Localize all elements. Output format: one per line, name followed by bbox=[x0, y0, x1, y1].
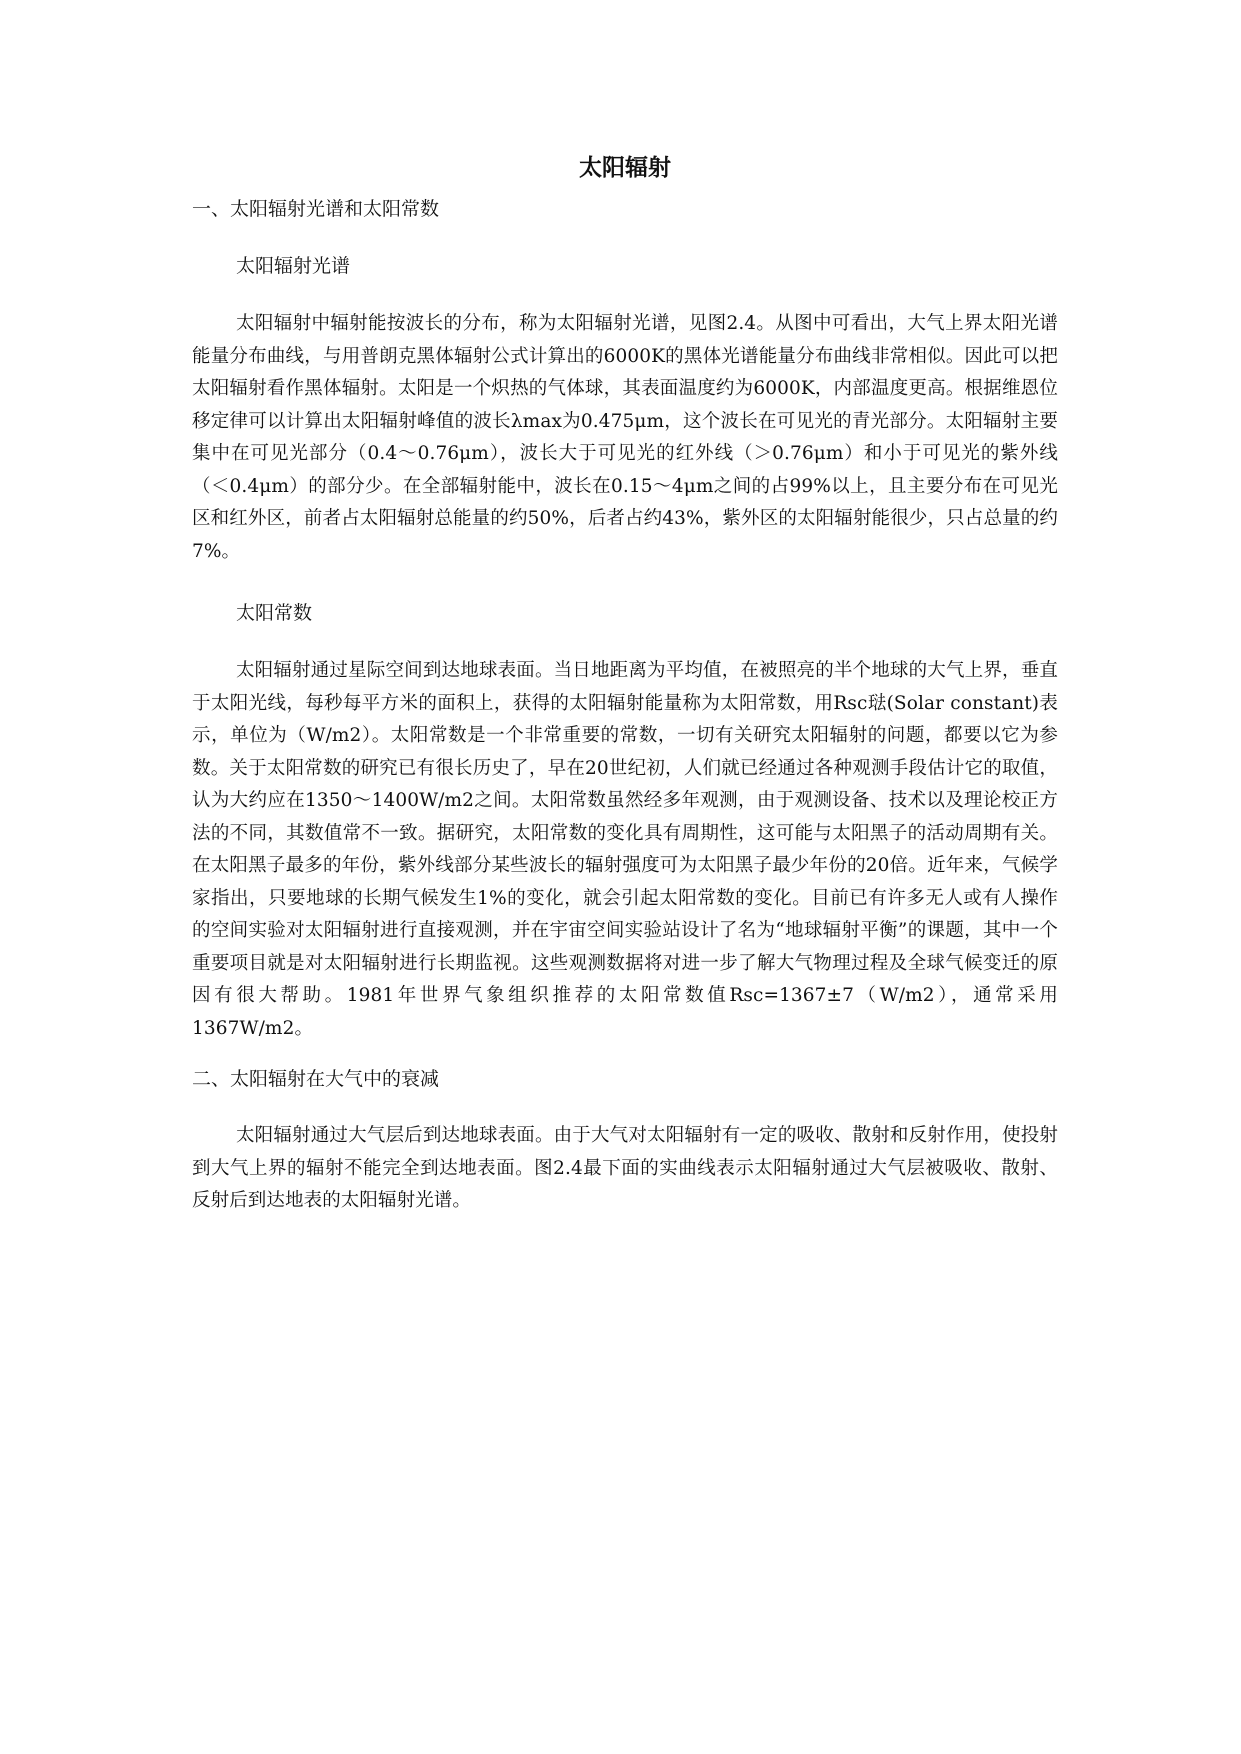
section-1-heading: 一、太阳辐射光谱和太阳常数 bbox=[192, 198, 440, 220]
subsection-spectrum-heading: 太阳辐射光谱 bbox=[236, 255, 351, 277]
spectrum-paragraph: 太阳辐射中辐射能按波长的分布，称为太阳辐射光谱，见图2.4。从图中可看出，大气上界太阳光谱能量分布曲线，与用普朗克黑体辐射公式计算出的6000K的黑体光谱能量分布曲线非常相似。因此可以把太阳辐射看作黑体辐射。太阳是一个炽热的气体球，其表面温度约为6000K，内部温度更高。根据维恩位移定律可以计算出太阳辐射峰值的波长λmax为0.475μm，这个波长在可见光的青光部分。太阳辐射主要集中在可见光部分（0.4～0.76μm），波长大于可见光的红外线（＞0.76μm）和小于可见光的紫外线（＜0.4μm）的部分少。在全部辐射能中，波长在0.15～4μm之间的占99%以上，且主要分布在可见光区和红外区，前者占太阳辐射总能量的约50%，后者占约43%，紫外区的太阳辐射能很少，只占总量的约7%。 bbox=[192, 313, 1058, 562]
section-2-heading: 二、太阳辐射在大气中的衰减 bbox=[192, 1068, 440, 1090]
document-title: 太阳辐射 bbox=[579, 155, 671, 181]
subsection-solar-constant-heading: 太阳常数 bbox=[236, 602, 313, 624]
solar-constant-paragraph: 太阳辐射通过星际空间到达地球表面。当日地距离为平均值，在被照亮的半个地球的大气上界，垂直于太阳光线，每秒每平方米的面积上，获得的太阳辐射能量称为太阳常数，用Rsc琺(Solar constant)表示，单位为（W/m2）。太阳常数是一个非常重要的常数，一切有关研究太阳辐射的问题，都要以它为参数。关于太阳常数的研究已有很长历史了，早在20世纪初，人们就已经通过各种观测手段估计它的取值，认为大约应在1350～1400W/m2之间。太阳常数虽然经多年观测，由于观测设备、技术以及理论校正方法的不同，其数值常不一致。据研究，太阳常数的变化具有周期性，这可能与太阳黑子的活动周期有关。在太阳黑子最多的年份，紫外线部分某些波长的辐射强度可为太阳黑子最少年份的20倍。近年来，气候学家指出，只要地球的长期气候发生1%的变化，就会引起太阳常数的变化。目前已有许多无人或有人操作的空间实验对太阳辐射进行直接观测，并在宇宙空间实验站设计了名为“地球辐射平衡”的课题，其中一个重要项目就是对太阳辐射进行长期监视。这些观测数据将对进一步了解大气物理过程及全球气候变迁的原因有很大帮助。1981年世界气象组织推荐的太阳常数值Rsc=1367±7（W/m2），通常采用1367W/m2。 bbox=[192, 660, 1058, 1039]
attenuation-paragraph: 太阳辐射通过大气层后到达地球表面。由于大气对太阳辐射有一定的吸收、散射和反射作用，使投射到大气上界的辐射不能完全到达地表面。图2.4最下面的实曲线表示太阳辐射通过大气层被吸收、散射、反射后到达地表的太阳辐射光谱。 bbox=[192, 1125, 1058, 1211]
